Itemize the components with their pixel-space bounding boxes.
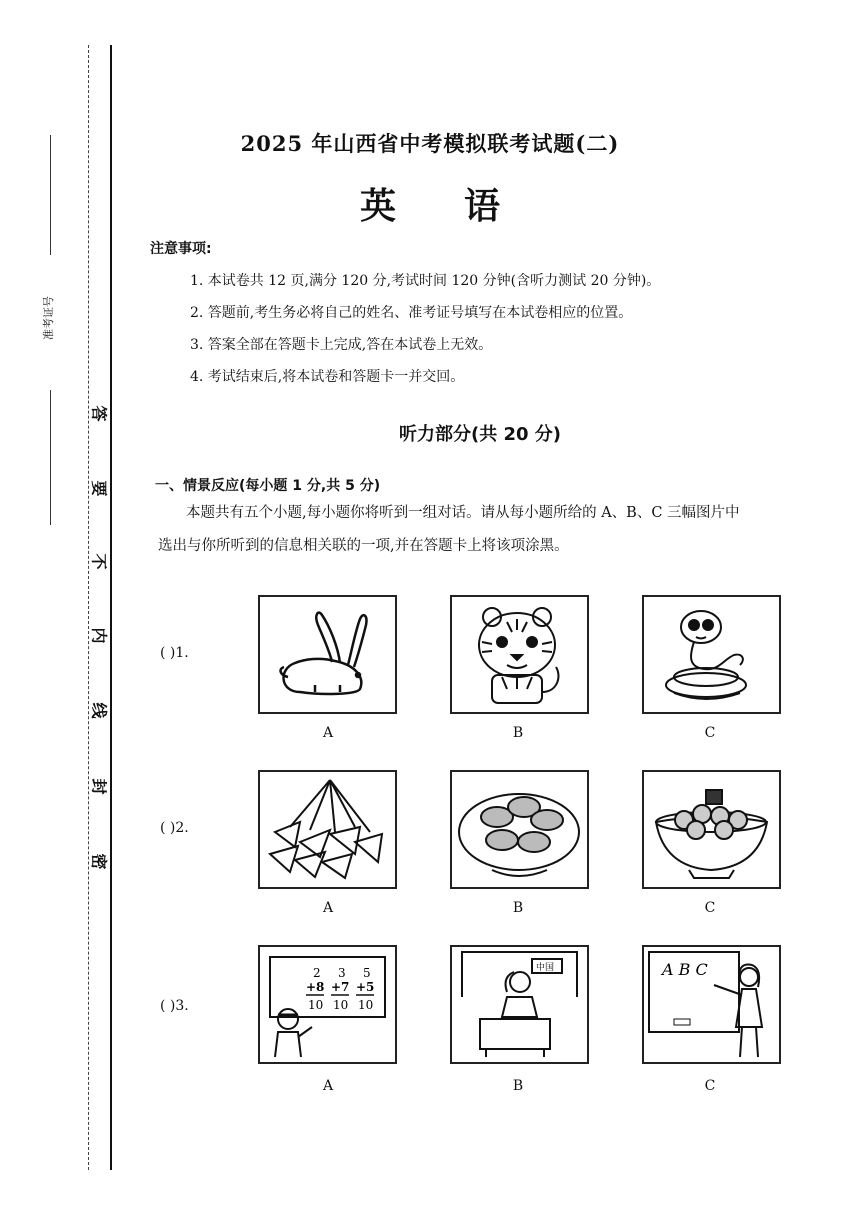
math-teacher-icon: [260, 947, 395, 1062]
id-fill-line-bottom: [50, 390, 51, 525]
math-digit: +7: [331, 980, 350, 994]
snake-icon: [644, 597, 779, 712]
english-board-text: A B C: [662, 960, 708, 979]
math-digit: 2: [313, 966, 321, 980]
subject-title: [0, 178, 860, 229]
q2-option-a: A: [322, 900, 334, 916]
subject-char-1: 英: [359, 186, 396, 227]
chinese-teacher-icon: [452, 947, 587, 1062]
q3-option-a: A: [322, 1078, 334, 1094]
math-digit: +5: [356, 980, 375, 994]
q3-option-c: C: [704, 1078, 716, 1094]
note-item-2: 2. 答题前,考生务必将自己的姓名、准考证号填写在本试卷相应的位置。: [190, 305, 633, 321]
q2-option-c: C: [704, 900, 716, 916]
question-2-label: ( )2.: [160, 820, 189, 836]
question-3-label: ( )3.: [160, 998, 189, 1014]
seal-char-4: 内: [89, 627, 109, 644]
q1-picture-a: [258, 595, 397, 714]
math-digit: 10: [308, 998, 324, 1012]
math-digit: 5: [363, 966, 371, 980]
q1-option-c: C: [704, 725, 716, 741]
tiger-icon: [452, 597, 587, 712]
zongzi-icon: [260, 772, 395, 887]
q1-option-b: B: [512, 725, 524, 741]
math-digit: 10: [358, 998, 374, 1012]
q2-picture-b: [450, 770, 589, 889]
q1-picture-c: [642, 595, 781, 714]
note-item-3: 3. 答案全部在答题卡上完成,答在本试卷上无效。: [190, 337, 493, 353]
note-item-1: 1. 本试卷共 12 页,满分 120 分,考试时间 120 分钟(含听力测试 20 分钟)。: [190, 273, 661, 289]
note-item-4: 4. 考试结束后,将本试卷和答题卡一并交回。: [190, 369, 465, 385]
q1-option-a: A: [322, 725, 334, 741]
section-title: 听力部分(共 20 分): [398, 424, 562, 445]
seal-char-6: 封: [89, 778, 109, 795]
part-instruction-2: 选出与你所听到的信息相关联的一项,并在答题卡上将该项涂黑。: [158, 538, 569, 554]
part-heading: 一、情景反应(每小题 1 分,共 5 分): [155, 478, 381, 494]
q2-picture-c: [642, 770, 781, 889]
part-instruction-1: 本题共有五个小题,每小题你将听到一组对话。请从每小题所给的 A、B、C 三幅图片中: [186, 505, 740, 521]
seal-char-5: 线: [89, 702, 109, 719]
exam-title: 2025 年山西省中考模拟联考试题(二): [240, 131, 620, 156]
mooncake-icon: [452, 772, 587, 887]
math-digit: 3: [338, 966, 346, 980]
subject-char-2: 语: [464, 186, 501, 227]
seal-char-7: 密: [89, 853, 109, 870]
q2-picture-a: [258, 770, 397, 889]
seal-char-3: 不: [89, 553, 109, 570]
seal-char-1: 答: [89, 405, 109, 422]
q3-picture-b: [450, 945, 589, 1064]
notes-heading: 注意事项:: [150, 241, 212, 257]
math-digit: 10: [333, 998, 349, 1012]
id-label: 准考证号: [42, 296, 55, 340]
english-teacher-icon: [644, 947, 779, 1062]
seal-char-2: 要: [89, 480, 109, 497]
question-1-label: ( )1.: [160, 645, 189, 661]
q3-option-b: B: [512, 1078, 524, 1094]
math-digit: +8: [306, 980, 325, 994]
q3-picture-a: [258, 945, 397, 1064]
tangyuan-icon: [644, 772, 779, 887]
chinese-sign-text: 中国: [536, 963, 555, 973]
q2-option-b: B: [512, 900, 524, 916]
q1-picture-b: [450, 595, 589, 714]
q3-picture-c: [642, 945, 781, 1064]
rabbit-icon: [260, 597, 395, 712]
